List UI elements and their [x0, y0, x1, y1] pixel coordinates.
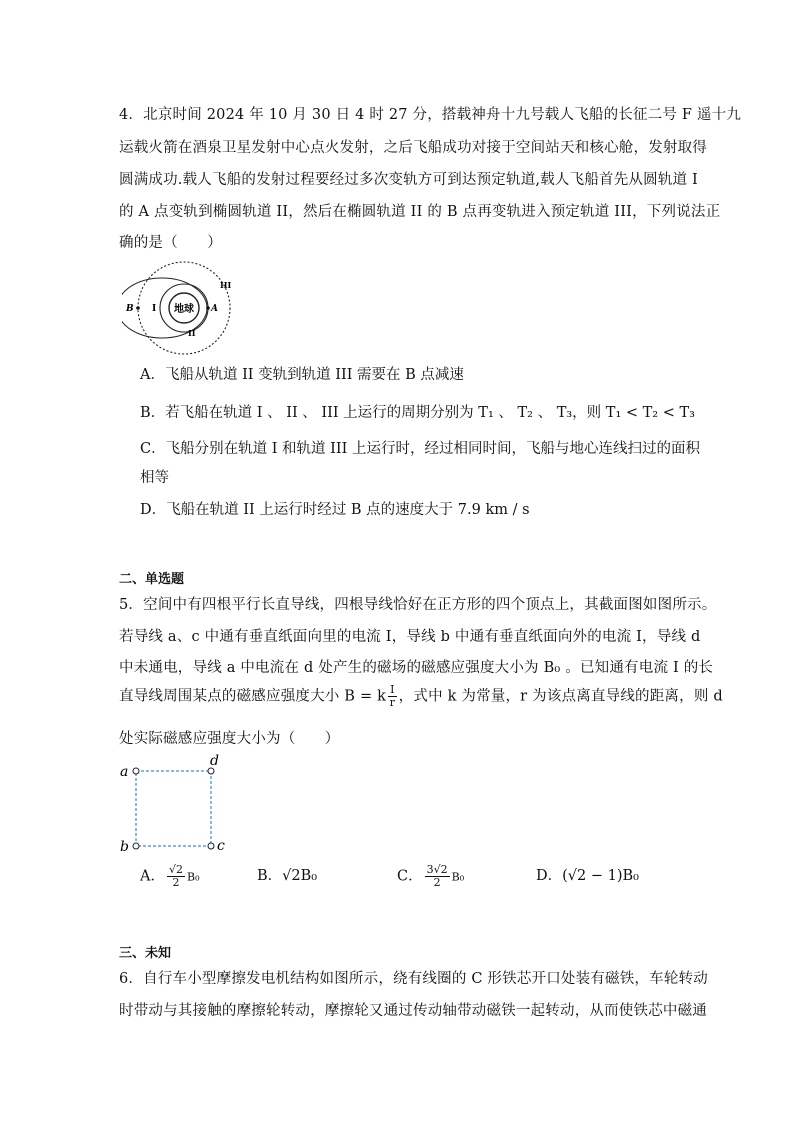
q5-option-a-den: 2 [172, 876, 180, 889]
q5-line-5: 处实际磁感应强度大小为（ ） [119, 731, 340, 747]
orbit-1-label: I [152, 304, 157, 314]
label-d: d [210, 753, 219, 769]
point-a-dot [206, 306, 210, 310]
q4-option-c-line2: 相等 [140, 470, 169, 486]
point-b-label: B [126, 304, 134, 314]
q5-option-c-fraction [425, 864, 450, 889]
square-wires-diagram [118, 752, 228, 856]
q5-option-a-suffix: B₀ [187, 870, 200, 884]
q5-option-c [397, 864, 464, 889]
section-heading-2: 二、单选题 [119, 572, 185, 587]
orbit-3-label: III [220, 280, 232, 290]
q4-line-3: 圆满成功.载人飞船的发射过程要经过多次变轨方可到达预定轨道,载人飞船首先从圆轨道 I [119, 172, 698, 188]
formula-fraction [388, 684, 397, 709]
q4-line-5: 确的是（ ） [119, 235, 222, 251]
q5-line-1: 5．空间中有四根平行长直导线，四根导线恰好在正方形的四个顶点上，其截面图如图所示。 [119, 597, 717, 613]
q4-line-4: 的 A 点变轨到椭圆轨道 II，然后在椭圆轨道 II 的 B 点再变轨进入预定轨道 III，下列说法正 [119, 204, 721, 220]
q4-option-b: B．若飞船在轨道 I 、 II 、 III 上运行的周期分别为 T₁ 、 T₂ 、 T₃，则 T₁ < T₂ < T₃ [140, 405, 695, 421]
formula-denominator: r [389, 696, 396, 709]
label-c: c [217, 838, 225, 854]
q6-line-2: 时带动与其接触的摩擦轮转动，摩擦轮又通过传动轴带动磁铁一起转动，从而使铁芯中磁通 [119, 1003, 707, 1019]
q5-option-a-num: √2 [168, 863, 183, 876]
wire-c [208, 843, 214, 849]
q6-line-1: 6．自行车小型摩擦发电机结构如图所示，绕有线圈的 C 形铁芯开口处装有磁铁，车轮转动 [119, 971, 708, 987]
q5-line-3: 中未通电，导线 a 中电流在 d 处产生的磁场的磁感应强度大小为 B₀ 。已知通有电流 I 的长 [119, 660, 714, 676]
q4-option-c-line1: C．飞船分别在轨道 I 和轨道 III 上运行时，经过相同时间，飞船与地心连线扫过的面积 [140, 441, 700, 457]
section-heading-3: 三、未知 [119, 946, 172, 961]
q5-option-b: B．√2B₀ [257, 868, 318, 884]
formula-numerator: I [390, 683, 395, 696]
q5-option-c-den: 2 [433, 876, 441, 889]
q5-option-a-fraction [167, 864, 185, 889]
label-a: a [120, 764, 129, 780]
label-b: b [120, 839, 129, 855]
q5-line-2: 若导线 a、c 中通有垂直纸面向里的电流 I，导线 b 中通有垂直纸面向外的电流 I，导线 d [119, 629, 701, 645]
square-outline [136, 771, 211, 846]
q5-option-c-label: C． [397, 868, 423, 885]
point-b-dot [136, 306, 140, 310]
q5-option-d: D．(√2 − 1)B₀ [536, 868, 639, 884]
q5-line-4 [119, 684, 723, 709]
q4-line-1: 4．北京时间 2024 年 10 月 30 日 4 时 27 分，搭载神舟十九号载人飞船的长征二号 F 遥十九 [119, 107, 742, 123]
q4-option-a: A．飞船从轨道 II 变轨到轨道 III 需要在 B 点减速 [140, 367, 464, 383]
orbit-2-label: II [188, 328, 196, 338]
q5-line-4-post: ，式中 k 为常量，r 为该点离直导线的距离，则 d [398, 688, 723, 705]
q4-line-2: 运载火箭在酒泉卫星发射中心点火发射，之后飞船成功对接于空间站天和核心舱，发射取得 [119, 140, 707, 156]
earth-label: 地球 [174, 304, 194, 315]
q5-option-c-num: 3√2 [426, 863, 448, 876]
orbit-diagram [122, 258, 242, 358]
wire-b [133, 843, 139, 849]
wire-a [133, 768, 139, 774]
q5-option-a [140, 864, 200, 889]
q4-option-d: D．飞船在轨道 II 上运行时经过 B 点的速度大于 7.9 km / s [140, 502, 530, 518]
q5-option-c-suffix: B₀ [451, 870, 465, 884]
q5-option-a-label: A． [140, 868, 165, 885]
q5-line-4-pre: 直导线周围某点的磁感应强度大小 B = k [119, 688, 387, 705]
point-a-label: A [211, 304, 218, 314]
